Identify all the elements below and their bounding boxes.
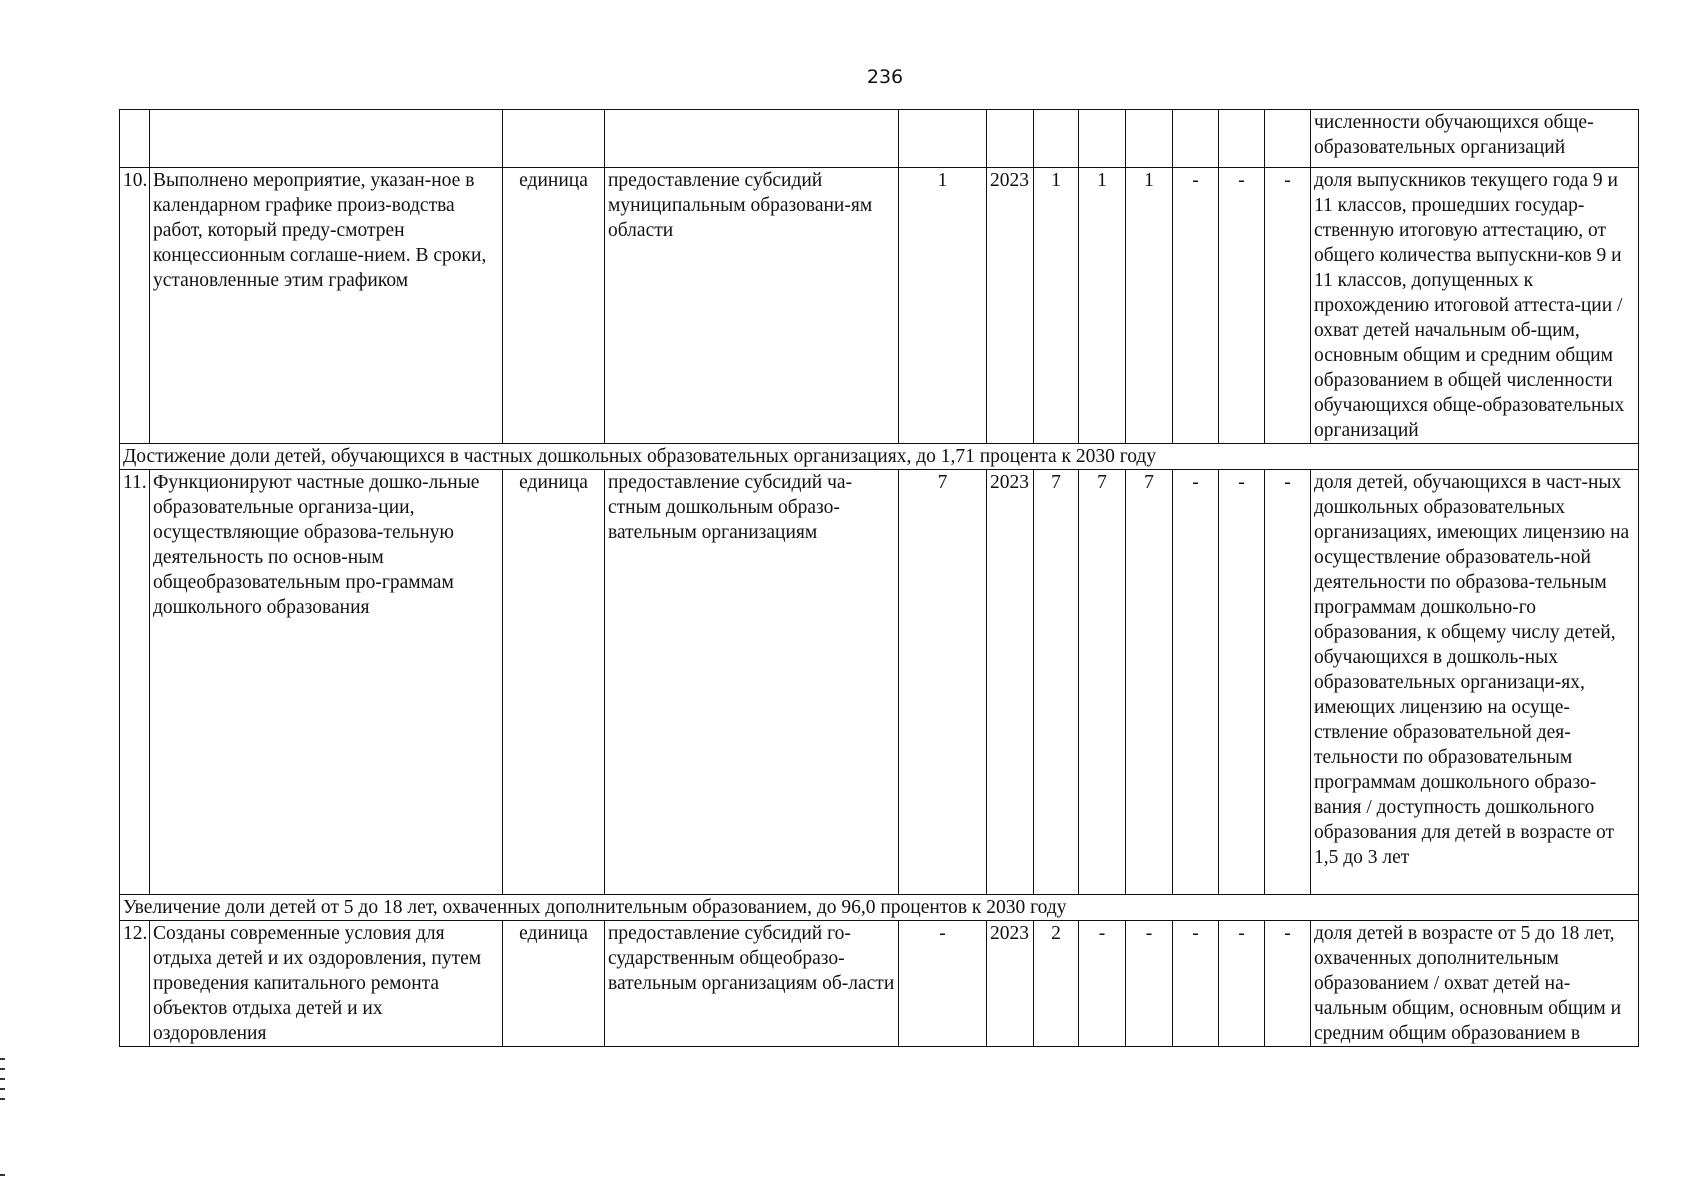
- value-cell-3: 1: [1126, 168, 1173, 444]
- row-number-cell: [120, 110, 150, 168]
- base-value-cell: 1: [899, 168, 987, 444]
- value-cell-2: 7: [1079, 470, 1126, 895]
- unit-cell: единица: [503, 470, 605, 895]
- scan-margin-mark: [0, 1068, 5, 1070]
- value-cell-4: [1173, 110, 1219, 168]
- indicator-cell: доля детей в возрасте от 5 до 18 лет, охваченных дополнительным образованием / охват детей на-чальным общим, основным общим и средним общим образованием в: [1311, 921, 1639, 1047]
- base-value-cell: -: [899, 921, 987, 1047]
- table-row: [120, 921, 1639, 1047]
- result-cell: Выполнено мероприятие, указан-ное в календарном графике произ-водства работ, который преду-смотрен концессионным соглаше-нием. В сроки, установленные этим графиком: [150, 168, 503, 444]
- base-value-cell: [899, 110, 987, 168]
- value-cell-5: -: [1219, 168, 1265, 444]
- section-heading: Достижение доли детей, обучающихся в частных дошкольных образовательных организациях, до 1,71 процента к 2030 году: [120, 444, 1639, 470]
- table-row: [120, 168, 1639, 444]
- section-heading: Увеличение доли детей от 5 до 18 лет, охваченных дополнительным образованием, до 96,0 процентов к 2030 году: [120, 895, 1639, 921]
- scan-margin-mark: [0, 1098, 5, 1100]
- mechanism-cell: предоставление субсидий муниципальным образовани-ям области: [605, 168, 899, 444]
- section-row: [120, 444, 1639, 470]
- indicator-cell: доля детей, обучающихся в част-ных дошкольных образовательных организациях, имеющих лицензию на осуществление образователь-ной деятельности по образова-тельным программам дошкольно-го образования, к общему числу детей, обучающихся в дошколь-ных образовательных организаци-ях, имеющих лицензию на осуще-ствление образовательной дея-тельности по образовательным программам дошкольного образо-вания / доступность дошкольного образования для детей в возрасте от 1,5 до 3 лет: [1311, 470, 1639, 895]
- section-row: [120, 895, 1639, 921]
- base-year-cell: [987, 110, 1034, 168]
- mechanism-cell: предоставление субсидий го-сударственным общеобразо-вательным организациям об-ласти: [605, 921, 899, 1047]
- value-cell-2: 1: [1079, 168, 1126, 444]
- scan-margin-mark: [0, 1058, 5, 1060]
- value-cell-4: -: [1173, 168, 1219, 444]
- unit-cell: [503, 110, 605, 168]
- table-row: [120, 110, 1639, 168]
- value-cell-3: 7: [1126, 470, 1173, 895]
- value-cell-6: [1265, 110, 1311, 168]
- value-cell-6: -: [1265, 470, 1311, 895]
- result-cell: Функционируют частные дошко-льные образовательные организа-ции, осуществляющие образова-тельную деятельность по основ-ным общеобразовательным про-граммам дошкольного образования: [150, 470, 503, 895]
- value-cell-3: -: [1126, 921, 1173, 1047]
- mechanism-cell: предоставление субсидий ча-стным дошкольным образо-вательным организациям: [605, 470, 899, 895]
- value-cell-6: -: [1265, 168, 1311, 444]
- value-cell-2: [1079, 110, 1126, 168]
- mechanism-cell: [605, 110, 899, 168]
- value-cell-5: -: [1219, 470, 1265, 895]
- value-cell-3: [1126, 110, 1173, 168]
- value-cell-4: -: [1173, 470, 1219, 895]
- value-cell-5: [1219, 110, 1265, 168]
- row-number-cell: 11.: [120, 470, 150, 895]
- base-year-cell: 2023: [987, 470, 1034, 895]
- activities-table: [119, 109, 1639, 1047]
- base-year-cell: 2023: [987, 168, 1034, 444]
- table-row: [120, 470, 1639, 895]
- row-number-cell: 10.: [120, 168, 150, 444]
- value-cell-1: 1: [1034, 168, 1079, 444]
- scan-margin-mark: [0, 1078, 5, 1080]
- value-cell-1: 2: [1034, 921, 1079, 1047]
- row-number-cell: 12.: [120, 921, 150, 1047]
- result-cell: [150, 110, 503, 168]
- value-cell-2: -: [1079, 921, 1126, 1047]
- value-cell-4: -: [1173, 921, 1219, 1047]
- value-cell-6: -: [1265, 921, 1311, 1047]
- unit-cell: единица: [503, 168, 605, 444]
- result-cell: Созданы современные условия для отдыха детей и их оздоровления, путем проведения капитального ремонта объектов отдыха детей и их оздоровления: [150, 921, 503, 1047]
- unit-cell: единица: [503, 921, 605, 1047]
- indicator-cell: доля выпускников текущего года 9 и 11 классов, прошедших государ-ственную итоговую аттестацию, от общего количества выпускни-ков 9 и 11 классов, допущенных к прохождению итоговой аттеста-ции / охват детей начальным об-щим, основным общим и средним общим образованием в общей численности обучающихся обще-образовательных организаций: [1311, 168, 1639, 444]
- value-cell-5: -: [1219, 921, 1265, 1047]
- value-cell-1: 7: [1034, 470, 1079, 895]
- value-cell-1: [1034, 110, 1079, 168]
- page-number: 236: [866, 66, 904, 88]
- base-value-cell: 7: [899, 470, 987, 895]
- scan-margin-mark: [0, 1174, 5, 1176]
- scan-margin-mark: [0, 1088, 5, 1090]
- base-year-cell: 2023: [987, 921, 1034, 1047]
- indicator-cell: численности обучающихся обще-образовательных организаций: [1311, 110, 1639, 168]
